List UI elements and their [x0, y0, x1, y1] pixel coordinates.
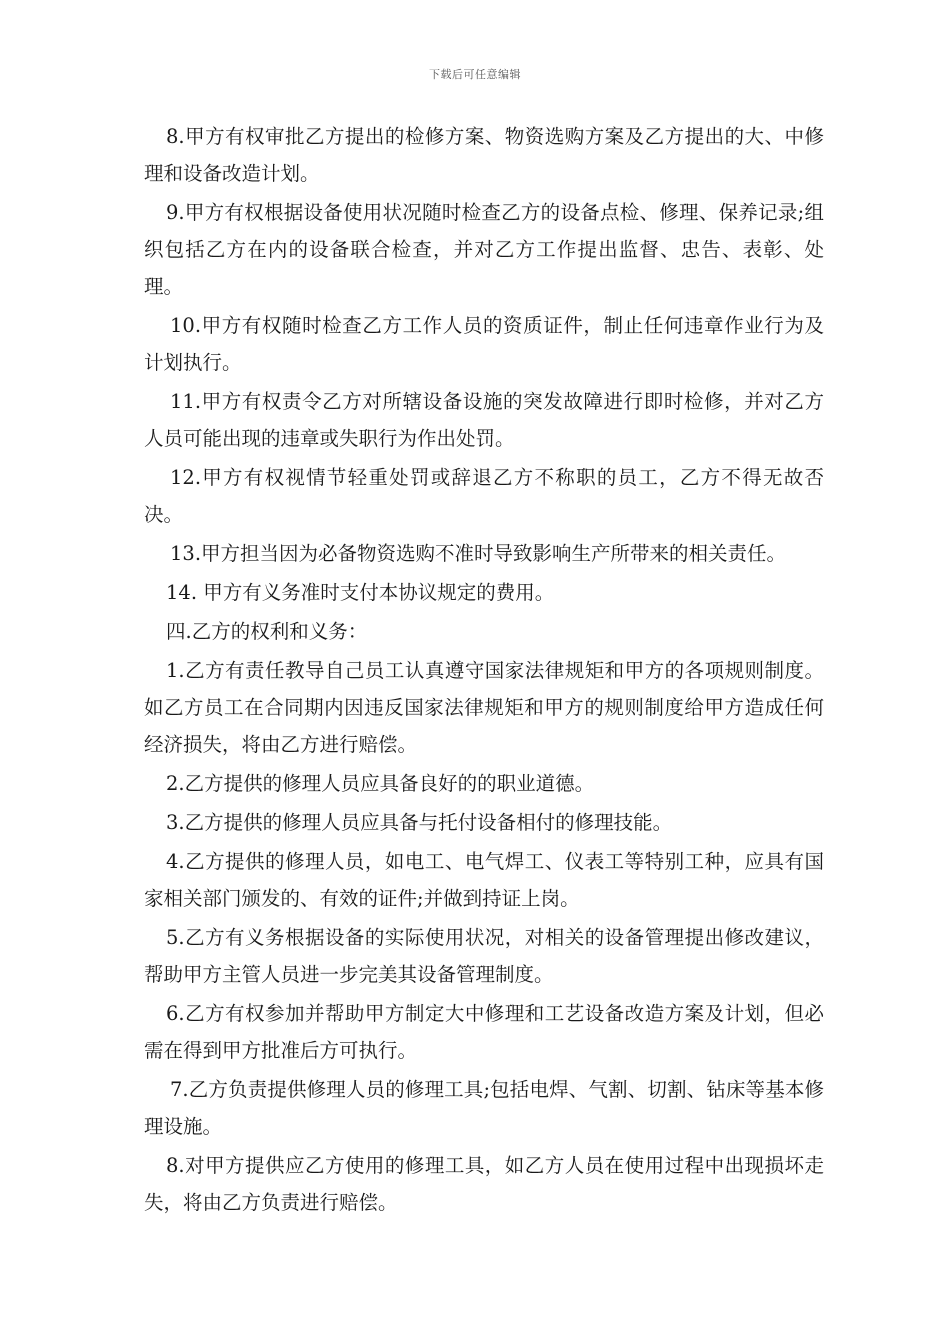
paragraph: 4.乙方提供的修理人员，如电工、电气焊工、仪表工等特别工种，应具有国家相关部门颁发的、有效的证件;并做到持证上岗。 — [144, 850, 824, 910]
paragraph: 1.乙方有责任教导自己员工认真遵守国家法律规矩和甲方的各项规则制度。如乙方员工在合同期内因违反国家法律规矩和甲方的规则制度给甲方造成任何经济损失，将由乙方进行赔偿。 — [144, 659, 824, 756]
paragraph: 6.乙方有权参加并帮助甲方制定大中修理和工艺设备改造方案及计划，但必需在得到甲方批准后方可执行。 — [144, 1002, 824, 1062]
paragraph: 11.甲方有权责令乙方对所辖设备设施的突发故障进行即时检修，并对乙方人员可能出现的违章或失职行为作出处罚。 — [144, 390, 824, 450]
paragraph: 14. 甲方有义务准时支付本协议规定的费用。 — [166, 581, 555, 604]
document-body — [144, 118, 824, 1223]
paragraph: 12.甲方有权视情节轻重处罚或辞退乙方不称职的员工，乙方不得无故否决。 — [144, 466, 824, 526]
paragraph: 5.乙方有义务根据设备的实际使用状况，对相关的设备管理提出修改建议，帮助甲方主管人员进一步完美其设备管理制度。 — [144, 926, 824, 986]
paragraph: 8.甲方有权审批乙方提出的检修方案、物资选购方案及乙方提出的大、中修理和设备改造计划。 — [144, 125, 824, 185]
paragraph: 7.乙方负责提供修理人员的修理工具;包括电焊、气割、切割、钻床等基本修理设施。 — [144, 1078, 824, 1138]
page-header: 下载后可任意编辑 — [429, 68, 521, 81]
paragraph: 13.甲方担当因为必备物资选购不准时导致影响生产所带来的相关责任。 — [170, 542, 787, 565]
paragraph: 2.乙方提供的修理人员应具备良好的的职业道德。 — [166, 772, 595, 795]
section-heading: 四.乙方的权利和义务： — [166, 620, 368, 643]
paragraph: 10.甲方有权随时检查乙方工作人员的资质证件，制止任何违章作业行为及计划执行。 — [144, 314, 824, 374]
paragraph: 3.乙方提供的修理人员应具备与托付设备相付的修理技能。 — [166, 811, 673, 834]
paragraph: 8.对甲方提供应乙方使用的修理工具，如乙方人员在使用过程中出现损坏走失，将由乙方负责进行赔偿。 — [144, 1154, 824, 1214]
paragraph: 9.甲方有权根据设备使用状况随时检查乙方的设备点检、修理、保养记录;组织包括乙方在内的设备联合检查，并对乙方工作提出监督、忠告、表彰、处理。 — [144, 201, 824, 298]
